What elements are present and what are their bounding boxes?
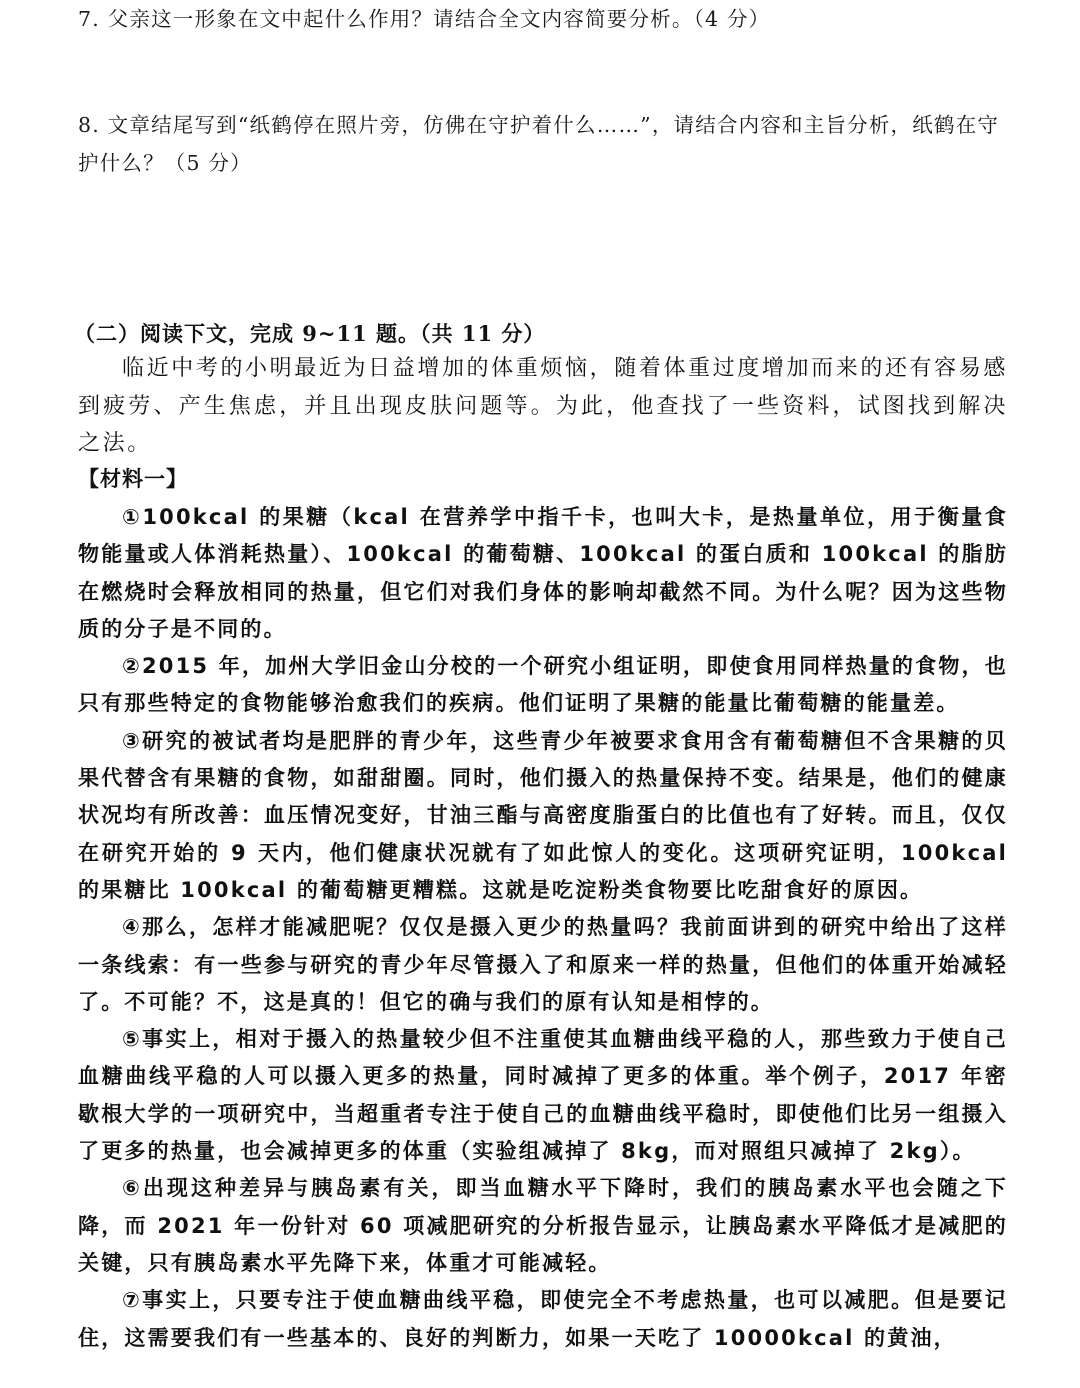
intro-block (78, 350, 1008, 463)
intro-paragraph: 临近中考的小明最近为日益增加的体重烦恼，随着体重过度增加而来的还有容易感到疲劳、产生焦虑，并且出现皮肤问题等。为此，他查找了一些资料，试图找到解决之法。 (78, 356, 1008, 456)
material-title: 【材料一】 (78, 466, 188, 491)
material-paragraph-3: ③研究的被试者均是肥胖的青少年，这些青少年被要求食用含有葡萄糖但不含果糖的贝果代替含有果糖的食物，如甜甜圈。同时，他们摄入的热量保持不变。结果是，他们的健康状况均有所改善：血压情况变好，甘油三酯与高密度脂蛋白的比值也有了好转。而且，仅仅在研究开始的 9 天内，他们健康状况就有了如此惊人的变化。这项研究证明，100kcal 的果糖比 100kcal 的葡萄糖更糟糕。这就是吃淀粉类食物要比吃甜食好的原因。 (78, 728, 1008, 902)
question-7: 7. 父亲这一形象在文中起什么作用？请结合全文内容简要分析。（4 分） (78, 7, 771, 31)
material-body (78, 499, 1008, 1357)
question-8: 8. 文章结尾写到“纸鹤停在照片旁，仿佛在守护着什么……”，请结合内容和主旨分析，纸鹤在守护什么？（5 分） (78, 113, 1000, 175)
material-paragraph-6: ⑥出现这种差异与胰岛素有关，即当血糖水平下降时，我们的胰岛素水平也会随之下降，而 2021 年一份针对 60 项减肥研究的分析报告显示，让胰岛素水平降低才是减肥的关键，只有胰岛素水平先降下来，体重才可能减轻。 (78, 1176, 1008, 1275)
material-paragraph-2: ②2015 年，加州大学旧金山分校的一个研究小组证明，即使食用同样热量的食物，也只有那些特定的食物能够治愈我们的疾病。他们证明了果糖的能量比葡萄糖的能量差。 (78, 654, 1008, 716)
section-title: （二）阅读下文，完成 9~11 题。（共 11 分） (74, 321, 546, 346)
material-paragraph-4: ④那么，怎样才能减肥呢？仅仅是摄入更少的热量吗？我前面讲到的研究中给出了这样一条线索：有一些参与研究的青少年尽管摄入了和原来一样的热量，但他们的体重开始减轻了。不可能？不，这是真的！但它的确与我们的原有认知是相悖的。 (78, 915, 1008, 1014)
material-paragraph-7: ⑦事实上，只要专注于使血糖曲线平稳，即使完全不考虑热量，也可以减肥。但是要记住，这需要我们有一些基本的、良好的判断力，如果一天吃了 10000kcal 的黄油， (78, 1288, 1008, 1350)
material-paragraph-1: ①100kcal 的果糖（kcal 在营养学中指千卡，也叫大卡，是热量单位，用于衡量食物能量或人体消耗热量）、100kcal 的葡萄糖、100kcal 的蛋白质和 100kcal 的脂肪在燃烧时会释放相同的热量，但它们对我们身体的影响却截然不同。为什么呢？因为这些物质的分子是不同的。 (78, 505, 1008, 641)
material-paragraph-5: ⑤事实上，相对于摄入的热量较少但不注重使其血糖曲线平稳的人，那些致力于使自己血糖曲线平稳的人可以摄入更多的热量，同时减掉了更多的体重。举个例子，2017 年密歇根大学的一项研究中，当超重者专注于使自己的血糖曲线平稳时，即使他们比另一组摄入了更多的热量，也会减掉更多的体重（实验组减掉了 8kg，而对照组只减掉了 2kg）。 (78, 1027, 1008, 1164)
